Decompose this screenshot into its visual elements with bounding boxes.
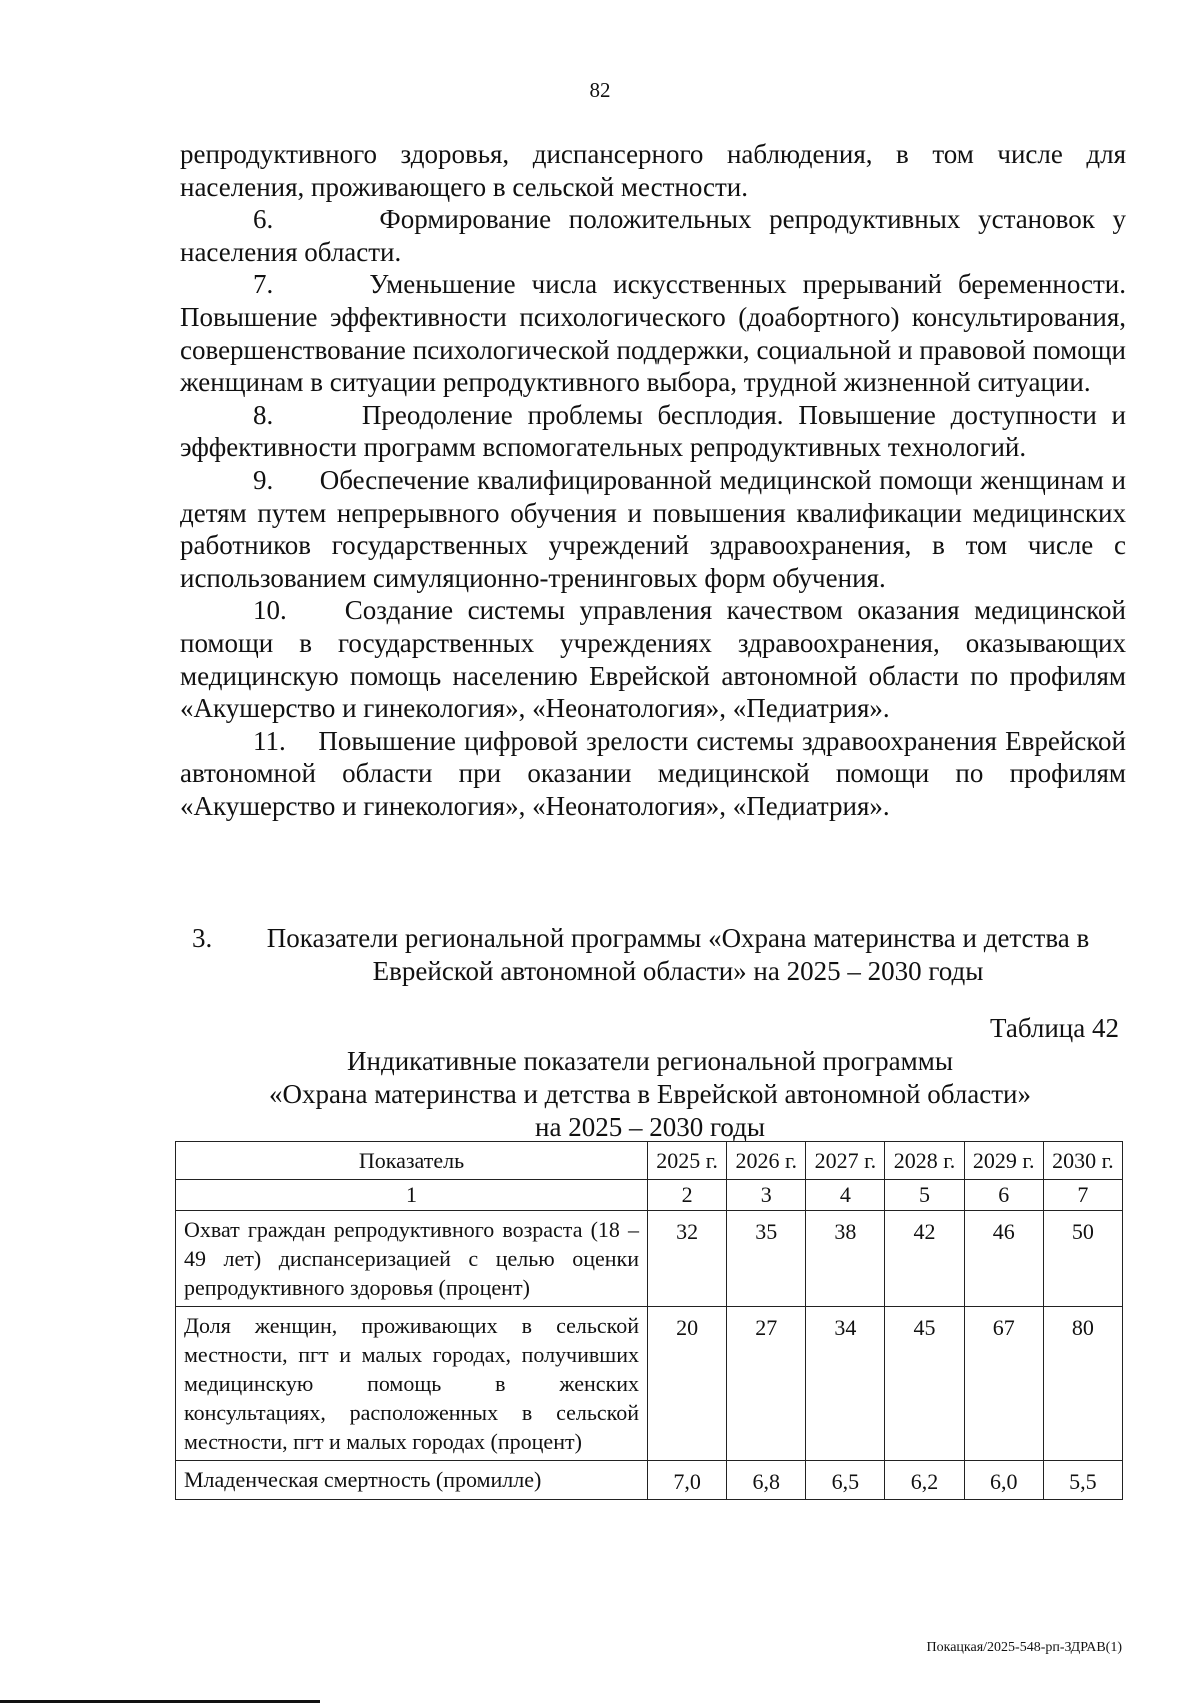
column-number: 3 <box>727 1180 806 1211</box>
header-year: 2030 г. <box>1043 1142 1122 1180</box>
indicator-value: 6,8 <box>727 1461 806 1500</box>
indicator-name: Младенческая смертность (промилле) <box>176 1461 648 1500</box>
table-row <box>176 1211 1123 1307</box>
indicator-value: 38 <box>806 1211 885 1307</box>
indicators-table <box>175 1141 1123 1500</box>
indicator-value: 7,0 <box>648 1461 727 1500</box>
paragraph-continuation: репродуктивного здоровья, диспансерного наблюдения, в том числе для населения, проживающего в сельской местности. <box>180 139 1126 202</box>
header-year: 2027 г. <box>806 1142 885 1180</box>
section-title: Показатели региональной программы «Охрана материнства и детства в Еврейской автономной области» на 2025 – 2030 годы <box>266 923 1090 986</box>
column-number: 6 <box>964 1180 1043 1211</box>
paragraph-item-9: 9. Обеспечение квалифицированной медицинской помощи женщинам и детям путем непрерывного обучения и повышения квалификации медицинских работников государственных учреждений здравоохранения, в том числе с использованием симуляционно-тренинговых форм обучения. <box>180 464 1126 593</box>
indicator-name: Доля женщин, проживающих в сельской местности, пгт и малых городах, получивших медицинскую помощь в женских консультациях, расположенных в сельской местности, пгт и малых городах (процент) <box>176 1307 648 1461</box>
indicator-name: Охват граждан репродуктивного возраста (18 – 49 лет) диспансеризацией с целью оценки репродуктивного здоровья (процент) <box>176 1211 648 1307</box>
table-row <box>176 1461 1123 1500</box>
indicator-value: 67 <box>964 1307 1043 1461</box>
paragraph-item-7: 7. Уменьшение числа искусственных прерываний беременности. Повышение эффективности психологического (доабортного) консультирования, совершенствование психологической поддержки, социальной и правовой помощи женщинам в ситуации репродуктивного выбора, трудной жизненной ситуации. <box>180 269 1126 398</box>
page-number: 82 <box>589 78 611 102</box>
indicator-value: 45 <box>885 1307 964 1461</box>
table-caption-line: «Охрана материнства и детства в Еврейской автономной области» <box>269 1079 1031 1109</box>
column-number: 1 <box>176 1180 648 1211</box>
indicator-value: 6,2 <box>885 1461 964 1500</box>
section-heading <box>180 922 1126 988</box>
header-indicator: Показатель <box>176 1142 648 1180</box>
table-label: Таблица 42 <box>990 1013 1119 1043</box>
header-year: 2029 г. <box>964 1142 1043 1180</box>
indicator-value: 35 <box>727 1211 806 1307</box>
column-number: 2 <box>648 1180 727 1211</box>
indicator-value: 6,0 <box>964 1461 1043 1500</box>
indicator-value: 27 <box>727 1307 806 1461</box>
indicator-value: 42 <box>885 1211 964 1307</box>
indicator-value: 32 <box>648 1211 727 1307</box>
column-number: 7 <box>1043 1180 1122 1211</box>
body-text <box>180 138 1126 822</box>
column-number-row <box>176 1180 1123 1211</box>
table-header-row <box>176 1142 1123 1180</box>
header-year: 2025 г. <box>648 1142 727 1180</box>
table-caption-line: на 2025 – 2030 годы <box>535 1112 765 1142</box>
paragraph-item-11: 11. Повышение цифровой зрелости системы здравоохранения Еврейской автономной области при оказании медицинской помощи по профилям «Акушерство и гинекология», «Неонатология», «Педиатрия». <box>180 725 1126 821</box>
indicator-value: 46 <box>964 1211 1043 1307</box>
paragraph-item-8: 8. Преодоление проблемы бесплодия. Повышение доступности и эффективности программ вспомогательных репродуктивных технологий. <box>180 399 1126 463</box>
indicator-value: 50 <box>1043 1211 1122 1307</box>
indicator-value: 80 <box>1043 1307 1122 1461</box>
table-caption-line: Индикативные показатели региональной программы <box>347 1046 953 1076</box>
table-row <box>176 1307 1123 1461</box>
document-code: Покацкая/2025-548-рп-ЗДРАВ(1) <box>926 1640 1122 1655</box>
indicator-value: 34 <box>806 1307 885 1461</box>
section-number: 3. <box>192 923 213 953</box>
indicator-value: 5,5 <box>1043 1461 1122 1500</box>
header-year: 2028 г. <box>885 1142 964 1180</box>
indicator-value: 20 <box>648 1307 727 1461</box>
table-caption <box>175 1045 1125 1144</box>
column-number: 5 <box>885 1180 964 1211</box>
indicator-value: 6,5 <box>806 1461 885 1500</box>
column-number: 4 <box>806 1180 885 1211</box>
header-year: 2026 г. <box>727 1142 806 1180</box>
paragraph-item-10: 10. Создание системы управления качеством оказания медицинской помощи в государственных учреждениях здравоохранения, оказывающих медицинскую помощь населению Еврейской автономной области по профилям «Акушерство и гинекология», «Неонатология», «Педиатрия». <box>180 595 1126 724</box>
paragraph-item-6: 6. Формирование положительных репродуктивных установок у населения области. <box>180 204 1126 267</box>
scan-edge-line <box>0 1700 320 1703</box>
